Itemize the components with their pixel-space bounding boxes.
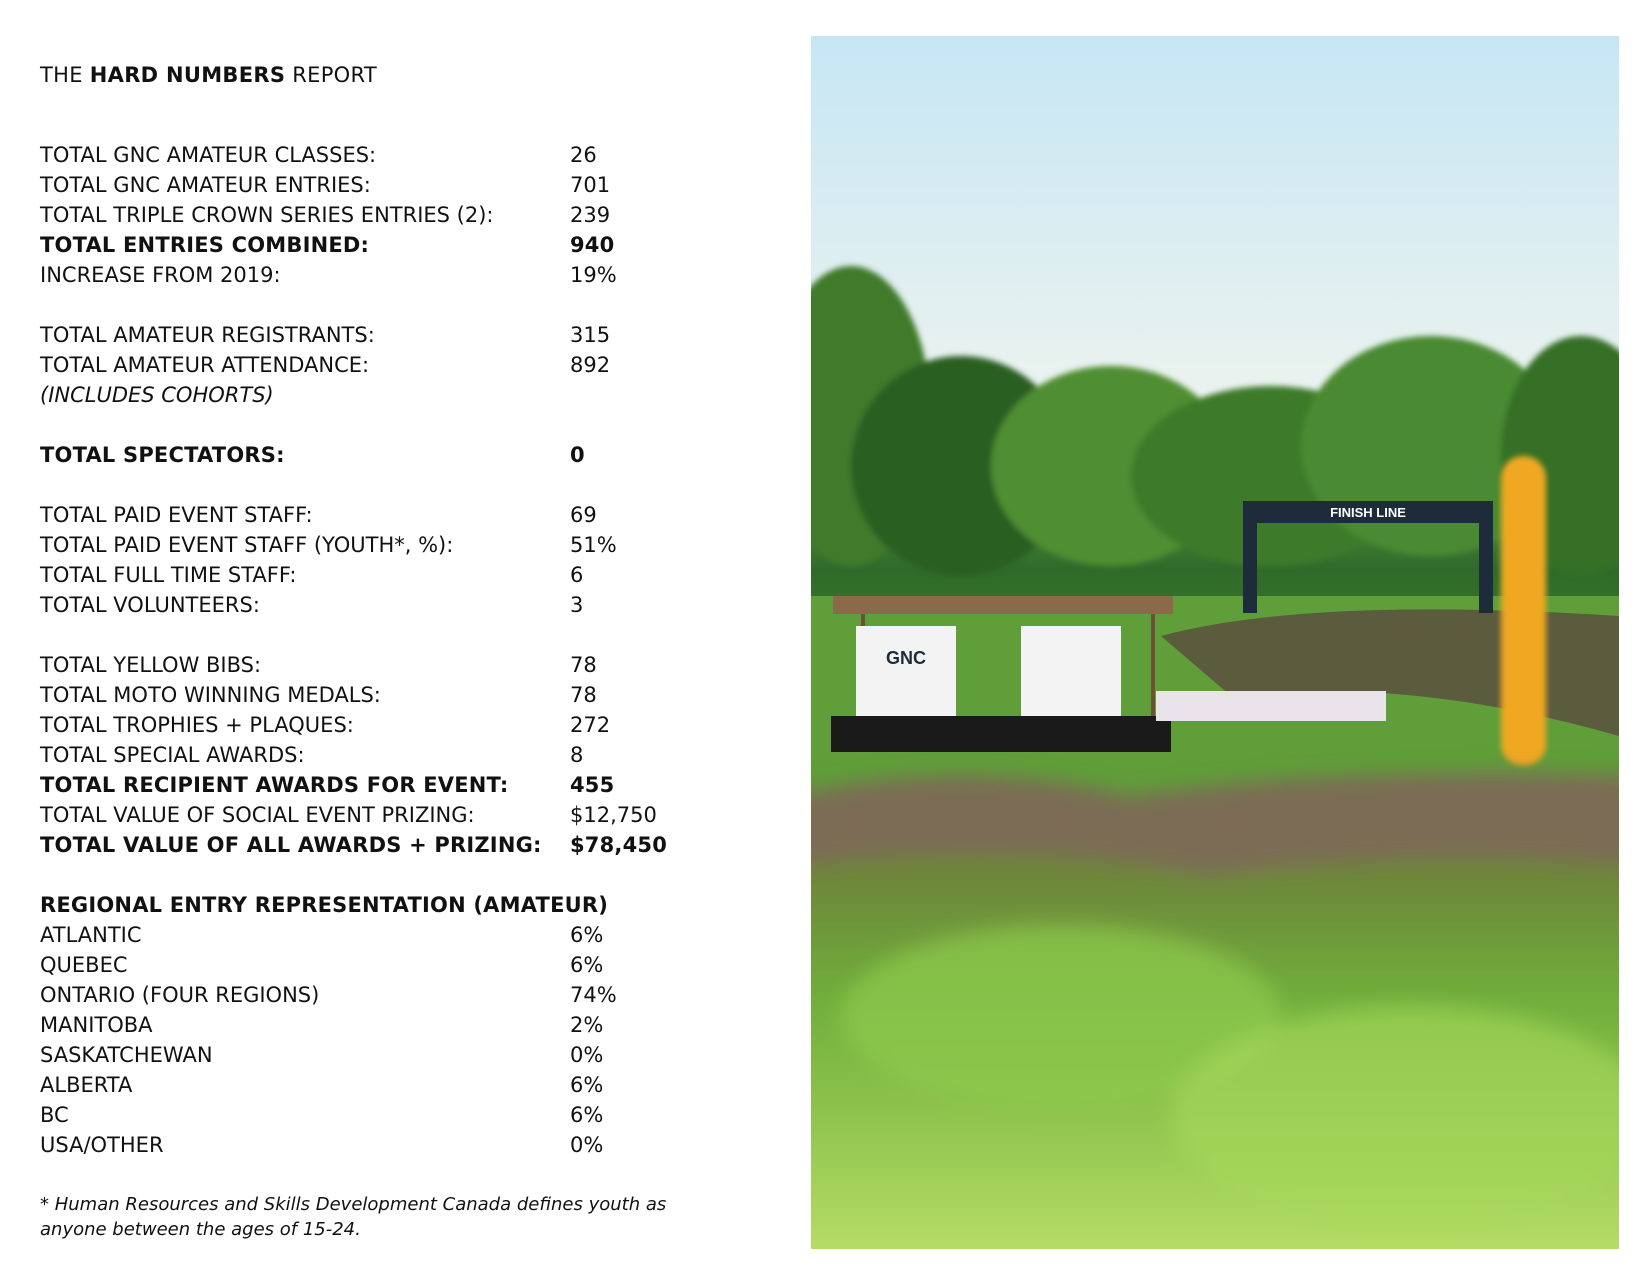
stat-value: 272 [570, 713, 611, 737]
stat-label: TOTAL SPECTATORS: [40, 443, 285, 467]
stat-row-total [40, 440, 740, 470]
stat-value: 239 [570, 203, 611, 227]
spacer [40, 860, 740, 890]
region-row [40, 920, 740, 950]
stat-value: 6 [570, 563, 584, 587]
stat-label: TOTAL SPECIAL AWARDS: [40, 743, 305, 767]
region-row [40, 1100, 740, 1130]
stat-label: TOTAL PAID EVENT STAFF: [40, 503, 313, 527]
stat-value: 0 [570, 443, 585, 467]
stat-row-note [40, 380, 740, 410]
section-heading-regional [40, 890, 740, 920]
stat-row [40, 800, 740, 830]
gnc-banner-text: GNC [886, 648, 926, 668]
region-row [40, 980, 740, 1010]
stat-value: 78 [570, 683, 597, 707]
stat-label: TOTAL YELLOW BIBS: [40, 653, 262, 677]
stat-row [40, 200, 740, 230]
region-label: MANITOBA [40, 1013, 153, 1037]
stat-row [40, 680, 740, 710]
region-row [40, 1130, 740, 1160]
stat-row-total [40, 830, 740, 860]
stat-value: 26 [570, 143, 597, 167]
stat-value: 3 [570, 593, 584, 617]
stat-label: TOTAL VOLUNTEERS: [40, 593, 260, 617]
region-value: 74% [570, 983, 617, 1007]
hard-numbers-report [40, 58, 740, 1157]
region-row [40, 1010, 740, 1040]
region-label: USA/OTHER [40, 1133, 164, 1157]
stat-label: TOTAL GNC AMATEUR ENTRIES: [40, 173, 371, 197]
finish-line-text: FINISH LINE [1330, 505, 1406, 520]
stat-label: TOTAL MOTO WINNING MEDALS: [40, 683, 381, 707]
stat-row [40, 140, 740, 170]
region-row [40, 1070, 740, 1100]
stat-row [40, 260, 740, 290]
stat-value: 69 [570, 503, 597, 527]
stat-row [40, 320, 740, 350]
region-label: QUEBEC [40, 953, 128, 977]
footnote-line: anyone between the ages of 15-24. [40, 1219, 361, 1240]
blurred-foreground [811, 774, 1619, 1250]
stat-row-total [40, 770, 740, 800]
title-bold: HARD NUMBERS [89, 63, 286, 87]
stat-label: TOTAL PAID EVENT STAFF (YOUTH*, %): [40, 533, 454, 557]
stat-value: 940 [570, 233, 615, 257]
report-title [40, 58, 740, 92]
section-heading: REGIONAL ENTRY REPRESENTATION (AMATEUR) [40, 893, 609, 917]
spacer [40, 410, 740, 440]
spacer [40, 620, 740, 650]
event-photo-illustration [811, 36, 1619, 1249]
region-value: 0% [570, 1133, 604, 1157]
title-suffix: REPORT [285, 63, 378, 87]
stat-value: $78,450 [570, 833, 668, 857]
footnote-line: * Human Resources and Skills Development Canada defines youth as [40, 1194, 667, 1215]
stat-label: TOTAL VALUE OF ALL AWARDS + PRIZING: [40, 833, 542, 857]
stat-value: 701 [570, 173, 611, 197]
spacer [40, 470, 740, 500]
region-value: 6% [570, 1073, 604, 1097]
footnote [40, 1192, 740, 1242]
stat-label: TOTAL FULL TIME STAFF: [40, 563, 297, 587]
region-value: 2% [570, 1013, 604, 1037]
stat-label: (INCLUDES COHORTS) [40, 383, 274, 407]
region-row [40, 1040, 740, 1070]
stat-row [40, 530, 740, 560]
stat-label: TOTAL RECIPIENT AWARDS FOR EVENT: [40, 773, 509, 797]
stat-label: TOTAL VALUE OF SOCIAL EVENT PRIZING: [40, 803, 475, 827]
stat-value: $12,750 [570, 803, 657, 827]
region-label: BC [40, 1103, 69, 1127]
spacer [40, 290, 740, 320]
region-row [40, 950, 740, 980]
stat-row [40, 650, 740, 680]
stat-label: TOTAL ENTRIES COMBINED: [40, 233, 370, 257]
stat-value: 51% [570, 533, 617, 557]
region-value: 0% [570, 1043, 604, 1067]
region-label: ONTARIO (FOUR REGIONS) [40, 983, 320, 1007]
stat-value: 8 [570, 743, 584, 767]
region-label: ALBERTA [40, 1073, 133, 1097]
stat-value: 315 [570, 323, 611, 347]
region-label: ATLANTIC [40, 923, 142, 947]
stat-label: TOTAL TROPHIES + PLAQUES: [40, 713, 354, 737]
stat-row [40, 710, 740, 740]
stat-row [40, 740, 740, 770]
region-label: SASKATCHEWAN [40, 1043, 213, 1067]
region-value: 6% [570, 953, 604, 977]
stat-value: 19% [570, 263, 617, 287]
blurred-stake [1501, 456, 1546, 766]
region-value: 6% [570, 923, 604, 947]
stat-value: 455 [570, 773, 615, 797]
stat-label: INCREASE FROM 2019: [40, 263, 281, 287]
title-prefix: THE [40, 63, 90, 87]
stat-row-total [40, 230, 740, 260]
stat-row [40, 350, 740, 380]
region-value: 6% [570, 1103, 604, 1127]
stat-label: TOTAL AMATEUR REGISTRANTS: [40, 323, 375, 347]
stat-row [40, 500, 740, 530]
stats-list [40, 140, 740, 1160]
stat-label: TOTAL GNC AMATEUR CLASSES: [40, 143, 377, 167]
stat-value: 892 [570, 353, 611, 377]
event-photo [811, 36, 1619, 1249]
stat-row [40, 170, 740, 200]
stat-row [40, 590, 740, 620]
stat-value: 78 [570, 653, 597, 677]
stat-label: TOTAL TRIPLE CROWN SERIES ENTRIES (2): [40, 203, 494, 227]
stat-label: TOTAL AMATEUR ATTENDANCE: [40, 353, 370, 377]
stat-row [40, 560, 740, 590]
